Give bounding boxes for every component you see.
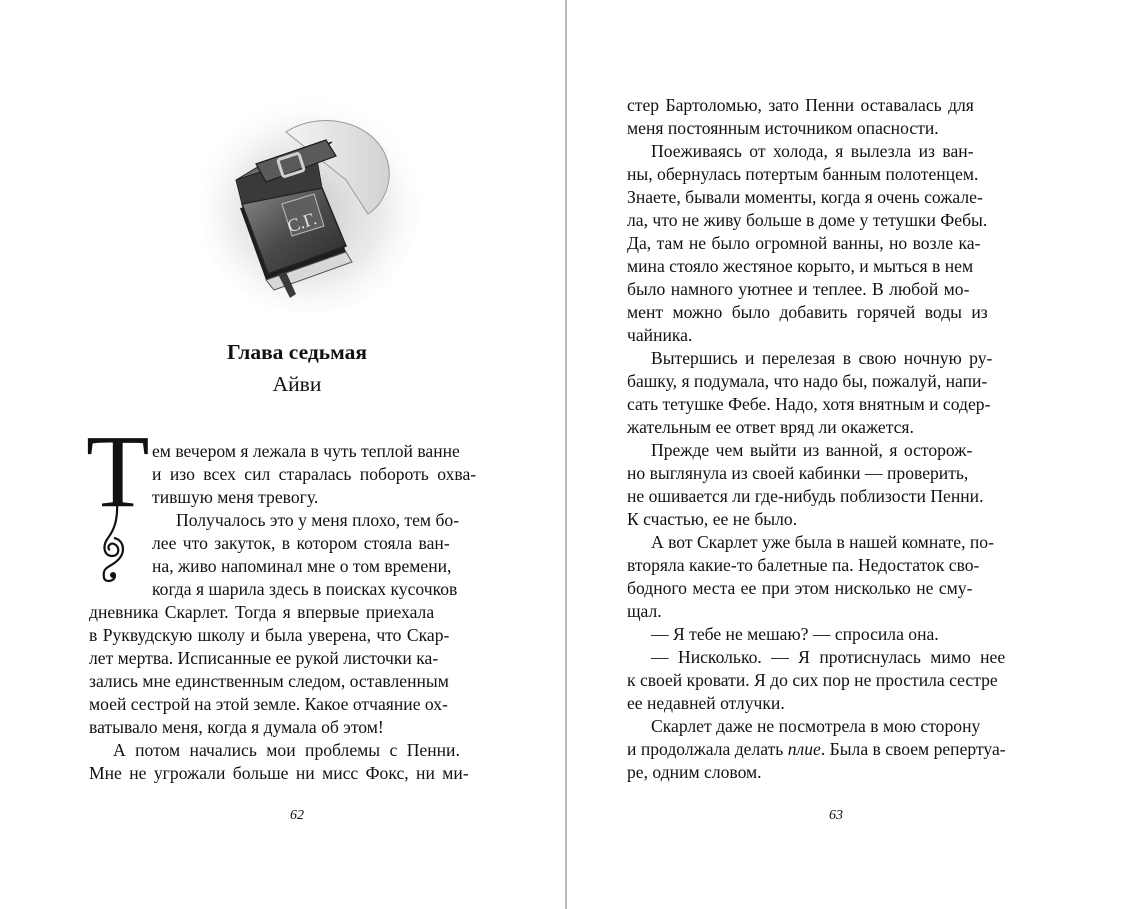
- text-line: ла, что не живу больше в доме у тетушки Фебы.: [627, 210, 988, 230]
- text-line: щал.: [627, 601, 662, 621]
- text-line: Знаете, бывали моменты, когда я очень сожале-: [627, 187, 983, 207]
- drop-cap-letter: Т: [86, 420, 150, 529]
- text-segment: и продолжала делать: [627, 739, 788, 759]
- italic-term: плие: [787, 739, 821, 759]
- text-line: и изо всех сил старалась побороть охва-: [152, 464, 477, 484]
- text-line: Поеживаясь от холода, я вылезла из ван-: [651, 141, 974, 161]
- text-line: меня постоянным источником опасности.: [627, 118, 939, 138]
- text-line: в Руквудскую школу и была уверена, что Скар-: [89, 625, 450, 645]
- text-line: А потом начались мои проблемы с Пенни.: [113, 740, 460, 760]
- text-segment: . Была в своем репертуа-: [820, 739, 1006, 759]
- text-line: но выглянула из своей кабинки — проверить,: [627, 463, 969, 483]
- text-line: Скарлет даже не посмотрела в мою сторону: [651, 716, 981, 736]
- text-line: [627, 738, 1006, 761]
- text-line: Получалось это у меня плохо, тем бо-: [176, 510, 460, 530]
- drop-cap: [84, 420, 150, 584]
- page-number-right: 63: [829, 808, 843, 823]
- text-line: ем вечером я лежала в чуть теплой ванне: [152, 441, 460, 461]
- chapter-subtitle: Айви: [272, 372, 322, 396]
- text-line: мент можно было добавить горячей воды из: [627, 302, 988, 322]
- text-line: К счастью, ее не было.: [627, 509, 798, 529]
- text-line: дневника Скарлет. Тогда я впервые приехала: [89, 602, 435, 622]
- text-line: было намного уютнее и теплее. В любой мо-: [627, 279, 970, 299]
- diary-monogram: С.Г.: [284, 208, 320, 237]
- text-line: Да, там не было огромной ванны, но возле ка-: [627, 233, 981, 253]
- text-line: зались мне единственным следом, оставленным: [89, 671, 449, 691]
- text-line: А вот Скарлет уже была в нашей комнате, по-: [651, 532, 994, 552]
- text-line: к своей кровати. Я до сих пор не простила сестре: [627, 670, 998, 690]
- text-line: лее что закуток, в котором стояла ван-: [152, 533, 450, 553]
- text-line: Вытершись и перелезая в свою ночную ру-: [651, 348, 993, 368]
- text-line: ре, одним словом.: [627, 762, 762, 782]
- text-line: — Нисколько. — Я протиснулась мимо нее: [651, 647, 1006, 667]
- text-line: лет мертва. Исписанные ее рукой листочки ка-: [89, 648, 439, 668]
- text-line: — Я тебе не мешаю? — спросила она.: [651, 624, 939, 644]
- text-line: моей сестрой на этой земле. Какое отчаяние ох-: [89, 694, 448, 714]
- text-line: жательным ее ответ вряд ли окажется.: [627, 417, 914, 437]
- text-line: не ошивается ли где-нибудь поблизости Пенни.: [627, 486, 984, 506]
- text-line: ны, обернулась потертым банным полотенцем.: [627, 164, 979, 184]
- page-number-left: 62: [290, 808, 304, 823]
- text-line: сать тетушке Фебе. Надо, хотя внятным и содер-: [627, 394, 991, 414]
- text-line: бодного места ее при этом нисколько не сму-: [627, 578, 973, 598]
- text-line: башку, я подумала, что надо бы, пожалуй, напи-: [627, 371, 988, 391]
- text-line: ватывало меня, когда я думала об этом!: [89, 717, 384, 737]
- text-line: Прежде чем выйти из ванной, я осторож-: [651, 440, 973, 460]
- text-line: мина стояло жестяное корыто, и мыться в нем: [627, 256, 974, 276]
- diary-illustration: [196, 94, 422, 318]
- text-line: стер Бартоломью, зато Пенни оставалась для: [627, 95, 974, 115]
- text-line: ее недавней отлучки.: [627, 693, 785, 713]
- text-line: вторяла какие-то балетные па. Недостаток сво-: [627, 555, 980, 575]
- text-line: чайника.: [627, 325, 693, 345]
- text-line: когда я шарила здесь в поисках кусочков: [152, 579, 458, 599]
- text-line: на, живо напоминал мне о том времени,: [152, 556, 452, 576]
- book-gutter: [565, 0, 567, 909]
- chapter-title: Глава седьмая: [227, 340, 367, 364]
- text-line: тившую меня тревогу.: [152, 487, 319, 507]
- text-line: Мне не угрожали больше ни мисс Фокс, ни ми-: [89, 763, 469, 783]
